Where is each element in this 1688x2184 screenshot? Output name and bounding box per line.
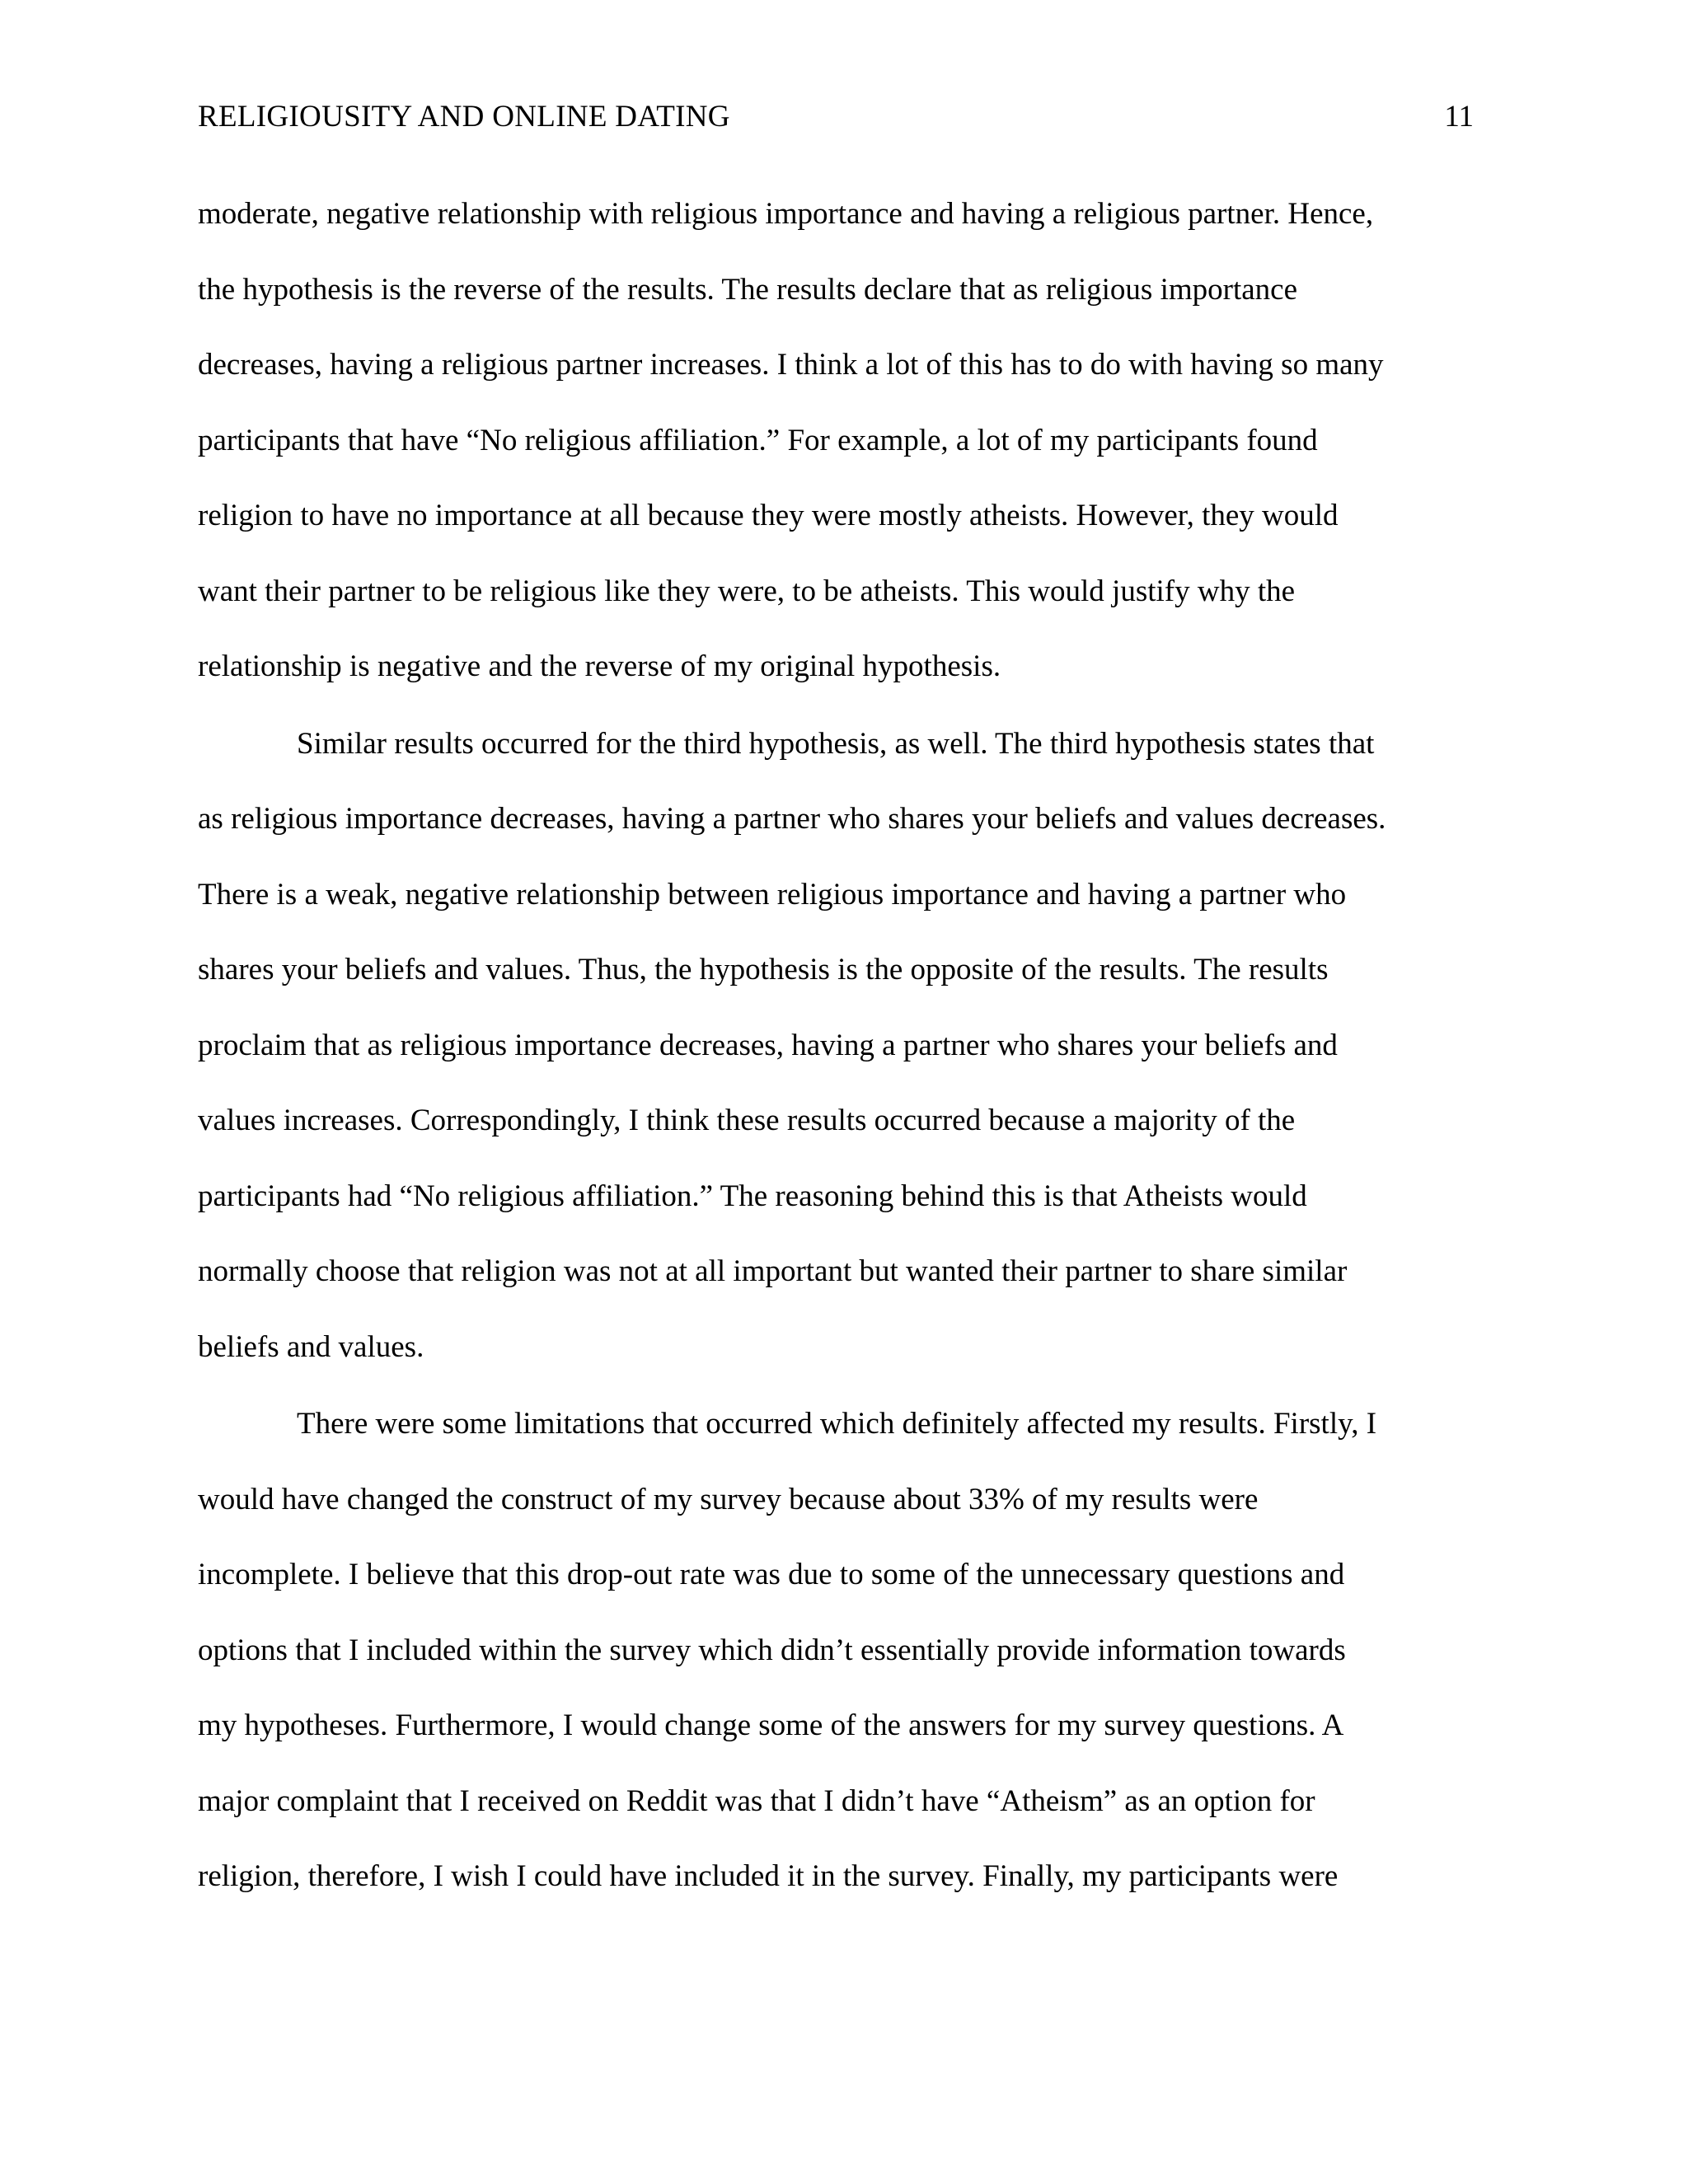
text-line: proclaim that as religious importance decreases, having a partner who shares your beliefs and [198, 1028, 1338, 1062]
running-head: RELIGIOUSITY AND ONLINE DATING [198, 100, 730, 134]
text-line: beliefs and values. [198, 1329, 424, 1364]
text-line: religion, therefore, I wish I could have included it in the survey. Finally, my participants were [198, 1859, 1339, 1893]
text-line: options that I included within the survey which didn’t essentially provide information towards [198, 1633, 1346, 1667]
text-line: would have changed the construct of my survey because about 33% of my results were [198, 1482, 1259, 1516]
text-line: incomplete. I believe that this drop-out rate was due to some of the unnecessary questions and [198, 1558, 1345, 1591]
text-line: my hypotheses. Furthermore, I would change some of the answers for my survey questions. A [198, 1708, 1344, 1742]
text-line: the hypothesis is the reverse of the results. The results declare that as religious importance [198, 272, 1298, 307]
text-line: major complaint that I received on Reddit was that I didn’t have “Atheism” as an option for [198, 1783, 1315, 1818]
text-line: as religious importance decreases, having a partner who shares your beliefs and values decreases. [198, 802, 1386, 836]
text-line: There were some limitations that occurred which definitely affected my results. Firstly, I [297, 1407, 1377, 1441]
text-line: religion to have no importance at all because they were mostly atheists. However, they would [198, 499, 1339, 532]
text-line: normally choose that religion was not at all important but wanted their partner to share similar [198, 1254, 1348, 1288]
text-line: Similar results occurred for the third hypothesis, as well. The third hypothesis states that [297, 726, 1375, 761]
text-line: participants that have “No religious affiliation.” For example, a lot of my participants found [198, 423, 1318, 457]
text-line: participants had “No religious affiliation.” The reasoning behind this is that Atheists would [198, 1179, 1307, 1213]
text-line: values increases. Correspondingly, I think these results occurred because a majority of the [198, 1104, 1296, 1137]
page-number: 11 [1444, 100, 1474, 134]
text-line: relationship is negative and the reverse of my original hypothesis. [198, 649, 1001, 683]
paragraph-3 [198, 1397, 1484, 1925]
text-line: shares your beliefs and values. Thus, the hypothesis is the opposite of the results. The results [198, 953, 1329, 987]
page-header [198, 92, 1474, 142]
text-line: There is a weak, negative relationship between religious importance and having a partner who [198, 877, 1347, 912]
paragraph-1 [198, 187, 1484, 715]
text-line: want their partner to be religious like they were, to be atheists. This would justify why the [198, 574, 1296, 608]
paragraph-2 [198, 717, 1484, 1396]
text-line: decreases, having a religious partner increases. I think a lot of this has to do with having so many [198, 348, 1384, 382]
text-line: moderate, negative relationship with religious importance and having a religious partner. Hence, [198, 197, 1374, 231]
body-text [198, 187, 1484, 1925]
